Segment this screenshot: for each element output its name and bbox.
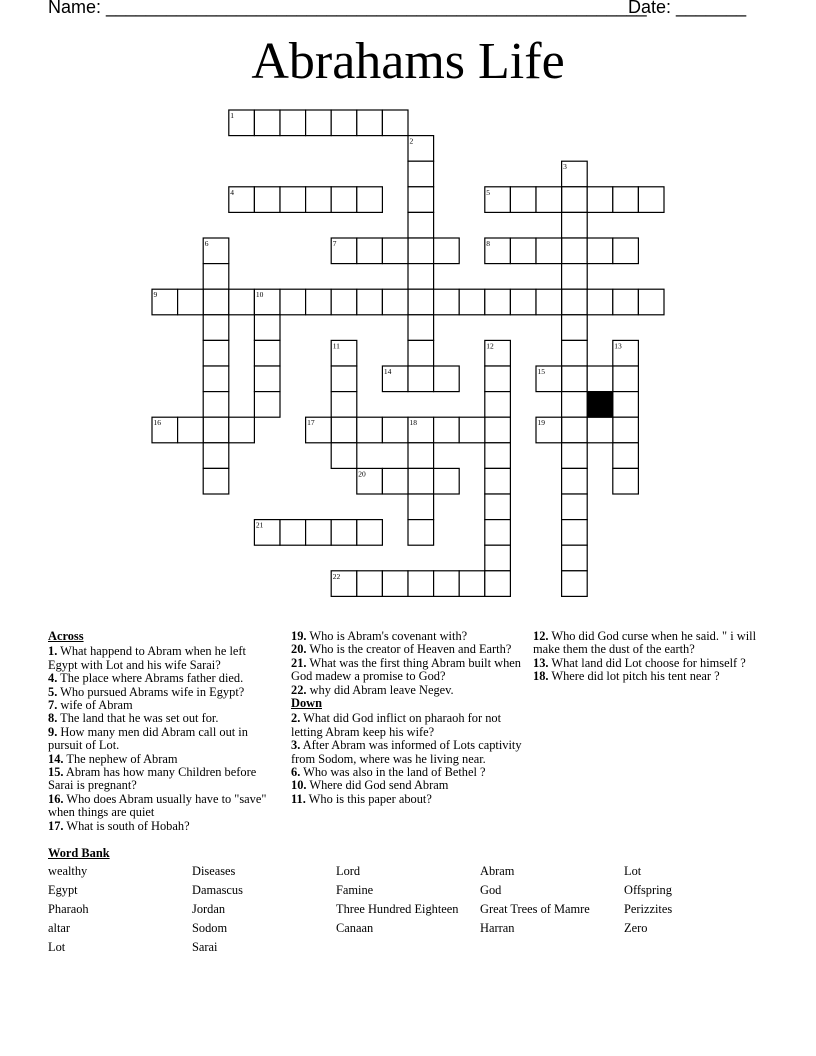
grid-cell[interactable] — [562, 571, 588, 597]
grid-cell[interactable] — [434, 289, 460, 315]
word-bank-entry: Sodom — [192, 921, 228, 935]
grid-cell[interactable] — [485, 417, 511, 443]
clue-number-label: 18. — [533, 669, 549, 684]
grid-cell[interactable] — [562, 392, 588, 418]
grid-cell[interactable] — [306, 110, 332, 136]
grid-cell[interactable] — [357, 571, 383, 597]
across-clue — [291, 657, 526, 684]
grid-cell[interactable] — [254, 392, 280, 418]
grid-cell[interactable] — [203, 366, 229, 392]
grid-cell[interactable] — [203, 468, 229, 494]
grid-cell[interactable] — [408, 443, 434, 469]
grid-cell[interactable] — [562, 212, 588, 238]
grid-cell[interactable] — [331, 417, 357, 443]
clue-number: 1 — [230, 111, 235, 120]
clue-number: 19 — [537, 418, 545, 428]
clue-number-label: 22. — [291, 682, 307, 697]
grid-cell[interactable] — [382, 417, 408, 443]
grid-cell[interactable] — [203, 392, 229, 418]
clue-number-label: 12. — [533, 629, 549, 643]
word-bank-entry: Diseases — [192, 864, 236, 878]
clue-number: 18 — [409, 418, 417, 428]
grid-cell[interactable] — [280, 110, 306, 136]
clue-text: The place where Abrams father died. — [57, 671, 244, 686]
word-bank-entry: Lot — [48, 940, 66, 954]
clue-number: 7 — [332, 239, 337, 248]
grid-cell[interactable] — [331, 443, 357, 469]
grid-cell[interactable] — [587, 187, 613, 213]
grid-cell[interactable] — [510, 289, 536, 315]
clues-column-2 — [291, 630, 526, 806]
word-bank-entry: Perizzites — [624, 902, 673, 916]
word-bank-heading: Word Bank — [48, 846, 110, 860]
grid-cell[interactable] — [306, 187, 332, 213]
down-clue — [533, 670, 763, 683]
across-clue — [48, 753, 273, 766]
grid-cell[interactable] — [203, 340, 229, 366]
clue-number-label: 2. — [291, 711, 301, 726]
clue-number-label: 14. — [48, 751, 64, 766]
grid-cell[interactable] — [536, 289, 562, 315]
grid-cell[interactable] — [485, 392, 511, 418]
clue-number: 14 — [383, 367, 392, 376]
grid-cell[interactable] — [254, 315, 280, 341]
clue-text: Where did God send Abram — [306, 778, 449, 793]
across-clue — [48, 726, 273, 753]
word-bank-entry: Famine — [336, 883, 374, 897]
grid-cell[interactable] — [178, 417, 204, 443]
grid-cell[interactable] — [306, 289, 332, 315]
grid-cell[interactable] — [434, 366, 460, 392]
across-clue — [291, 643, 526, 656]
grid-cell[interactable] — [638, 289, 664, 315]
clue-text: Where did lot pitch his tent near ? — [548, 669, 720, 684]
grid-cell[interactable] — [485, 366, 511, 392]
clue-text: What was the first thing Abram built when God madew a promise to God? — [291, 655, 522, 684]
clue-text: Who was also in the land of Bethel ? — [300, 765, 486, 780]
word-bank-entry: wealthy — [48, 864, 88, 878]
page-title: Abrahams Life — [251, 33, 565, 90]
grid-cell[interactable] — [382, 468, 408, 494]
down-clue — [533, 657, 763, 670]
grid-cell[interactable] — [613, 289, 639, 315]
name-field[interactable]: Name: ______________________________________________________ — [48, 0, 647, 17]
grid-cell[interactable] — [562, 545, 588, 571]
clue-number: 10 — [255, 290, 264, 300]
blocked-cell — [587, 392, 613, 418]
grid-cell[interactable] — [229, 289, 255, 315]
grid-cell[interactable] — [485, 520, 511, 546]
clue-number: 16 — [153, 418, 161, 428]
down-clue — [291, 739, 526, 766]
clue-text: The land that he was set out for. — [57, 711, 219, 726]
down-clue — [291, 766, 526, 779]
grid-cell[interactable] — [613, 443, 639, 469]
clue-text: why did Abram leave Negev. — [306, 682, 454, 697]
grid-cell[interactable] — [203, 264, 229, 290]
clue-text: Who does Abram usually have to "save" when things are quiet — [48, 791, 267, 820]
across-clue — [48, 820, 273, 833]
clue-number-label: 15. — [48, 765, 64, 780]
grid-cell[interactable] — [485, 443, 511, 469]
clue-text: Abram has how many Children before Sarai is pregnant? — [48, 765, 257, 793]
grid-cell[interactable] — [562, 366, 588, 392]
grid-cell[interactable] — [331, 366, 357, 392]
grid-cell[interactable] — [331, 392, 357, 418]
grid-cell[interactable] — [434, 468, 460, 494]
across-clue — [291, 684, 526, 697]
clue-text: How many men did Abram call out in pursuit of Lot. — [48, 724, 248, 753]
word-bank-entry: Pharaoh — [48, 902, 89, 916]
down-clues-column-3 — [533, 630, 763, 684]
grid-cell[interactable] — [562, 520, 588, 546]
grid-cell[interactable] — [613, 238, 639, 264]
word-bank-entry: Lot — [624, 864, 642, 878]
grid-cell[interactable] — [280, 520, 306, 546]
word-bank-entry: Jordan — [192, 902, 226, 916]
grid-cell[interactable] — [357, 110, 383, 136]
grid-cell[interactable] — [613, 366, 639, 392]
clue-text: What did God inflict on pharaoh for not letting Abram keep his wife? — [291, 711, 502, 739]
grid-cell[interactable] — [562, 187, 588, 213]
across-heading: Across — [48, 629, 84, 643]
down-heading: Down — [291, 696, 322, 711]
clue-text: The nephew of Abram — [63, 751, 178, 766]
across-clue — [48, 645, 273, 672]
grid-cell[interactable] — [536, 238, 562, 264]
word-bank-entry: Great Trees of Mamre — [480, 902, 590, 916]
grid-cell[interactable] — [382, 238, 408, 264]
grid-cell[interactable] — [408, 238, 434, 264]
across-clue — [48, 699, 273, 712]
clue-number: 9 — [153, 290, 158, 300]
clue-text: Who did God curse when he said. " i will make them the dust of the earth? — [533, 629, 757, 657]
clue-number: 2 — [409, 136, 414, 146]
grid-cell[interactable] — [331, 289, 357, 315]
grid-cell[interactable] — [485, 545, 511, 571]
grid-cell[interactable] — [408, 520, 434, 546]
clue-number-label: 13. — [533, 655, 549, 670]
clue-number-label: 10. — [291, 778, 307, 793]
clue-number-label: 21. — [291, 655, 307, 670]
clue-number: 8 — [486, 239, 491, 248]
grid-cell[interactable] — [408, 571, 434, 597]
grid-cell[interactable] — [254, 187, 280, 213]
grid-cell[interactable] — [331, 187, 357, 213]
grid-cell[interactable] — [587, 366, 613, 392]
clue-number: 3 — [563, 162, 567, 172]
grid-cell[interactable] — [485, 468, 511, 494]
grid-cell[interactable] — [408, 315, 434, 341]
grid-cell[interactable] — [562, 315, 588, 341]
word-bank-entry: Zero — [624, 921, 648, 935]
word-bank-entry: Offspring — [624, 883, 672, 897]
across-clues-column-1 — [48, 630, 273, 833]
clue-number-label: 6. — [291, 765, 301, 780]
clue-number: 17 — [307, 418, 315, 428]
clue-number-label: 8. — [48, 711, 58, 726]
clue-number: 21 — [255, 520, 264, 530]
grid-cell[interactable] — [203, 417, 229, 443]
clue-number: 12 — [486, 341, 494, 351]
word-bank-entry: Canaan — [336, 921, 374, 935]
clue-number: 4 — [230, 187, 235, 197]
across-clue — [48, 686, 273, 699]
grid-cell[interactable] — [280, 187, 306, 213]
grid-cell[interactable] — [459, 289, 485, 315]
grid-cell[interactable] — [203, 315, 229, 341]
grid-cell[interactable] — [408, 366, 434, 392]
grid-cell[interactable] — [408, 212, 434, 238]
grid-cell[interactable] — [587, 289, 613, 315]
grid-cell[interactable] — [408, 289, 434, 315]
word-bank-entry: God — [480, 883, 502, 897]
grid-cell[interactable] — [587, 417, 613, 443]
grid-cell[interactable] — [459, 417, 485, 443]
grid-cell[interactable] — [203, 443, 229, 469]
clue-number-label: 11. — [291, 791, 306, 806]
date-field[interactable]: Date: _______ — [628, 0, 747, 17]
clue-number: 22 — [332, 571, 341, 581]
grid-cell[interactable] — [562, 264, 588, 290]
grid-cell[interactable] — [408, 340, 434, 366]
clue-text: What happend to Abram when he left Egypt with Lot and his wife Sarai? — [48, 644, 246, 672]
clue-number-label: 9. — [48, 724, 58, 739]
grid-cell[interactable] — [562, 340, 588, 366]
grid-cell[interactable] — [408, 161, 434, 187]
word-bank-entry: Sarai — [192, 940, 218, 954]
grid-cell[interactable] — [357, 187, 383, 213]
clue-text: Who is Abram's covenant with? — [306, 629, 468, 643]
grid-cell[interactable] — [510, 187, 536, 213]
across-clue — [48, 766, 273, 793]
grid-cell[interactable] — [331, 110, 357, 136]
across-clue — [291, 630, 526, 643]
word-bank-entry: Harran — [480, 921, 515, 935]
grid-cell[interactable] — [613, 187, 639, 213]
grid-cell[interactable] — [434, 571, 460, 597]
grid-cell[interactable] — [331, 520, 357, 546]
grid-cell[interactable] — [459, 571, 485, 597]
grid-cell[interactable] — [408, 187, 434, 213]
grid-cell[interactable] — [613, 417, 639, 443]
grid-cell[interactable] — [434, 417, 460, 443]
word-bank-entry: Egypt — [48, 883, 78, 897]
grid-cell[interactable] — [485, 571, 511, 597]
clue-number-label: 4. — [48, 671, 58, 686]
clue-text: Who pursued Abrams wife in Egypt? — [57, 684, 245, 699]
grid-cell[interactable] — [562, 443, 588, 469]
grid-cell[interactable] — [357, 520, 383, 546]
grid-cell[interactable] — [562, 289, 588, 315]
clue-number-label: 3. — [291, 738, 301, 753]
down-clue — [291, 779, 526, 792]
grid-cell[interactable] — [382, 289, 408, 315]
grid-cell[interactable] — [254, 340, 280, 366]
grid-cell[interactable] — [203, 289, 229, 315]
grid-cell[interactable] — [306, 520, 332, 546]
grid-cell[interactable] — [408, 468, 434, 494]
grid-cell[interactable] — [357, 238, 383, 264]
grid-cell[interactable] — [536, 187, 562, 213]
clue-number-label: 7. — [48, 698, 58, 713]
clue-number: 15 — [537, 367, 545, 376]
clue-text: Who is this paper about? — [305, 791, 432, 806]
grid-cell[interactable] — [562, 417, 588, 443]
clue-number-label: 5. — [48, 684, 58, 699]
clue-number-label: 1. — [48, 644, 58, 659]
clue-number: 11 — [332, 341, 340, 351]
grid-cell[interactable] — [178, 289, 204, 315]
clue-text: What is south of Hobah? — [63, 818, 190, 833]
clue-number-label: 17. — [48, 818, 64, 833]
across-clue — [48, 712, 273, 725]
across-clue — [48, 793, 273, 820]
word-bank-entry: Lord — [336, 864, 361, 878]
clue-number: 13 — [614, 341, 622, 351]
across-clue — [48, 672, 273, 685]
down-clue — [291, 712, 526, 739]
clue-number-label: 16. — [48, 791, 64, 806]
grid-cell[interactable] — [357, 417, 383, 443]
grid-cell[interactable] — [562, 468, 588, 494]
grid-cell[interactable] — [408, 494, 434, 520]
grid-cell[interactable] — [382, 110, 408, 136]
grid-cell[interactable] — [229, 417, 255, 443]
clue-number: 6 — [204, 239, 209, 248]
grid-cell[interactable] — [485, 494, 511, 520]
clue-number: 5 — [486, 187, 491, 197]
clue-text: wife of Abram — [57, 698, 133, 713]
grid-cell[interactable] — [382, 571, 408, 597]
grid-cell[interactable] — [254, 366, 280, 392]
down-clue — [291, 793, 526, 806]
clue-text: What land did Lot choose for himself ? — [548, 655, 746, 670]
grid-cell[interactable] — [562, 494, 588, 520]
grid-cell[interactable] — [562, 238, 588, 264]
grid-cell[interactable] — [638, 187, 664, 213]
grid-cell[interactable] — [408, 264, 434, 290]
word-bank-entry: Abram — [480, 864, 515, 878]
grid-cell[interactable] — [587, 238, 613, 264]
clue-number: 20 — [358, 469, 366, 479]
grid-cell[interactable] — [613, 468, 639, 494]
clue-text: After Abram was informed of Lots captivity from Sodom, where was he living near. — [291, 738, 522, 766]
grid-cell[interactable] — [510, 238, 536, 264]
clue-number-label: 20. — [291, 642, 307, 657]
down-clue — [533, 630, 763, 657]
grid-cell[interactable] — [485, 289, 511, 315]
word-bank-entry: Three Hundred Eighteen — [336, 902, 459, 916]
word-bank-entry: Damascus — [192, 883, 243, 897]
word-bank-entry: altar — [48, 921, 71, 935]
grid-cell[interactable] — [434, 238, 460, 264]
grid-cell[interactable] — [613, 392, 639, 418]
grid-cell[interactable] — [357, 289, 383, 315]
clue-text: Who is the creator of Heaven and Earth? — [306, 642, 512, 657]
grid-cell[interactable] — [254, 110, 280, 136]
clue-number-label: 19. — [291, 629, 307, 643]
grid-cell[interactable] — [280, 289, 306, 315]
